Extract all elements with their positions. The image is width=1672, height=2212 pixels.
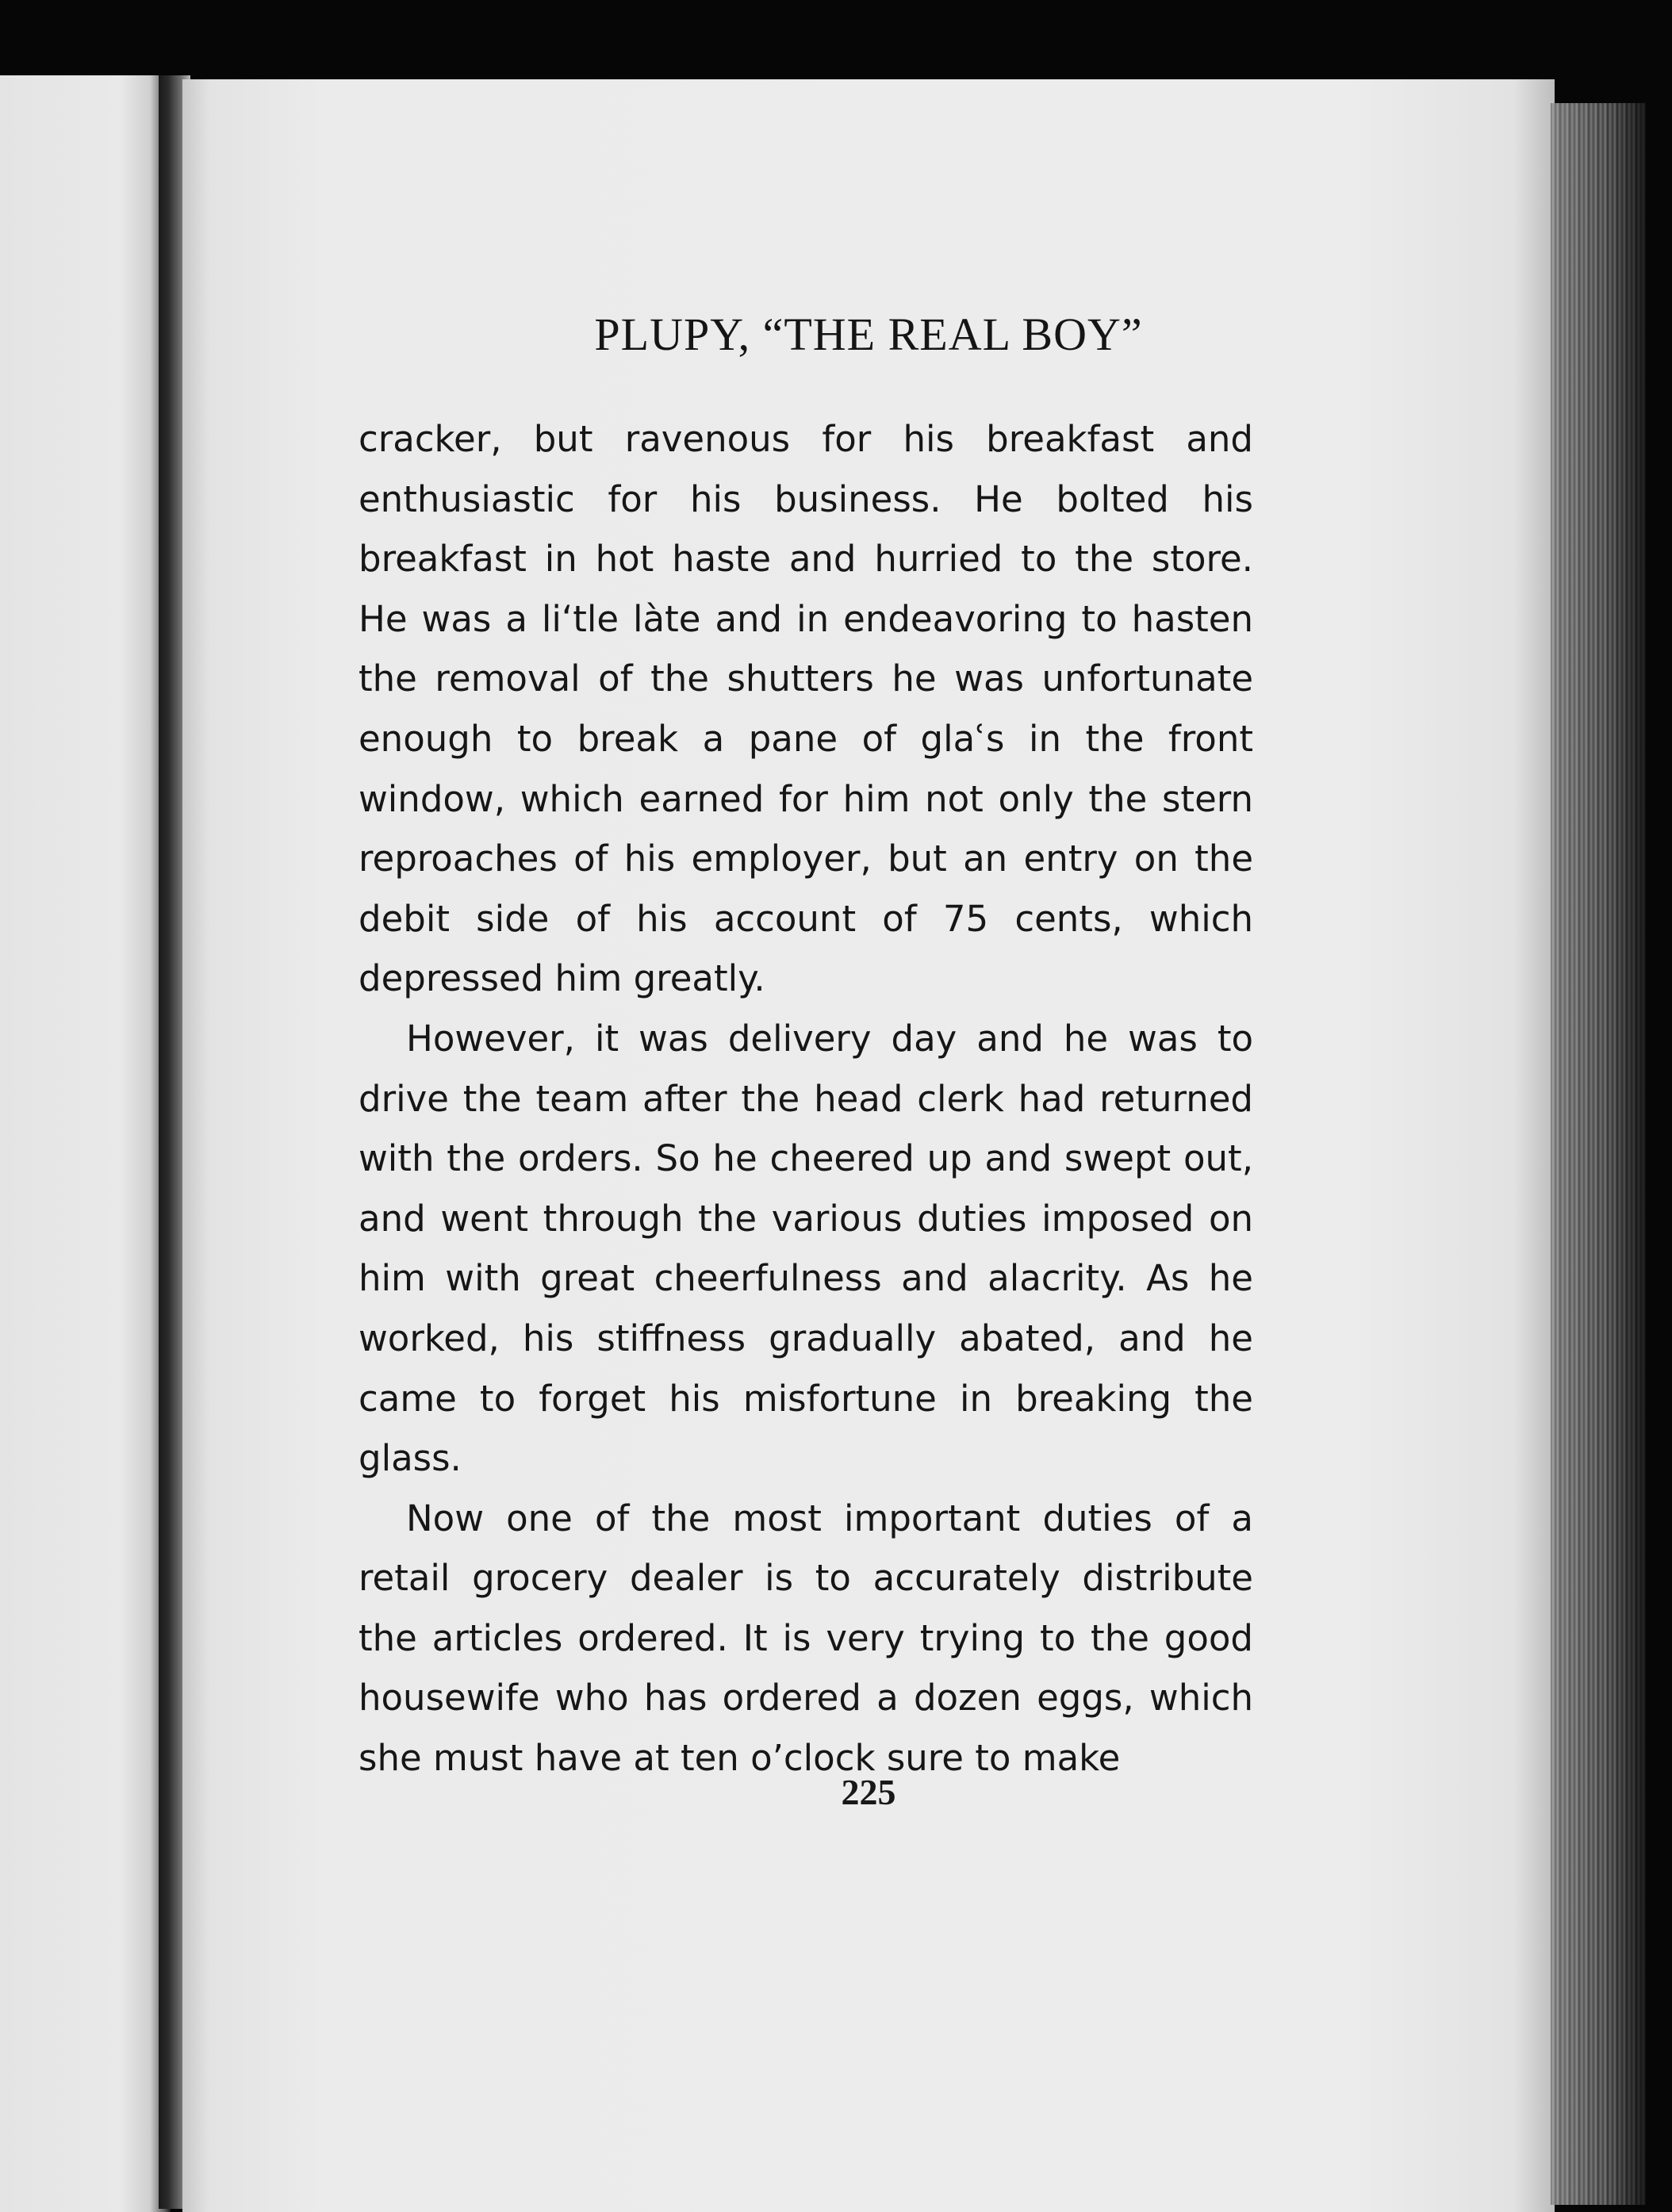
paragraph-1: cracker, but ravenous for his breakfast and enthusiastic for his business. He bolted his breakfast in hot haste and hurried to the store. He was a liʻtle làte and in endeavoring to hasten the removal of the shutters he was unfortunate enough to break a pane of glaʿs in the front window, which earned for him not only the stern reproaches of his employer, but an entry on the debit side of his account of 75 cents, which depressed him greatly.	[359, 418, 1253, 1000]
page-edges-shadow	[1551, 103, 1646, 2205]
body-text	[359, 409, 1253, 1788]
paragraph-3: Now one of the most important duties of a retail grocery dealer is to accurately distribute the articles ordered. It is very trying to the good housewife who has ordered a dozen eggs, which she must have at ten o’clock sure to make	[359, 1497, 1253, 1780]
page-number: 225	[841, 1772, 896, 1812]
paragraph-2: However, it was delivery day and he was to drive the team after the head clerk had returned with the orders. So he cheered up and swept out, and went through the various duties imposed on him with great cheerfulness and alacrity. As he worked, his stiffness gradually abated, and he came to forget his misfortune in breaking the glass.	[359, 1017, 1253, 1480]
running-head: PLUPY, “THE REAL BOY”	[594, 309, 1143, 360]
facing-page-edge	[0, 75, 171, 2212]
